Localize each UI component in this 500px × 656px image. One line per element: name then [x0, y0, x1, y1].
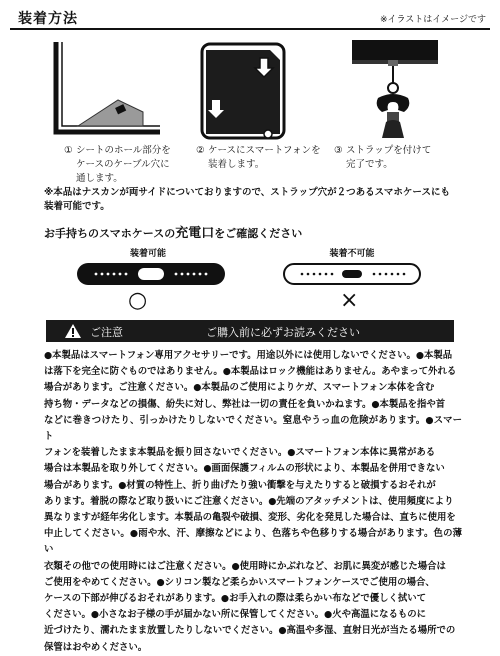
warning-icon	[64, 323, 82, 339]
strap-clip-icon	[338, 40, 448, 140]
caution-line: あります。着脱の際など取り扱いにご注意ください。●先端のアタッチメントは、使用頻度により	[44, 495, 454, 507]
compat-heading: お手持ちのスマホケースの充電口をご確認ください	[44, 226, 303, 241]
ng-symbol: ×	[340, 288, 359, 313]
phone-insert-icon	[198, 40, 308, 140]
caution-bar	[46, 320, 454, 342]
caution-line: ご使用をやめてください。●シリコン製など柔らかいスマートフォンケースでご使用の場合、	[44, 576, 435, 588]
ok-label: 装着可能	[129, 249, 166, 259]
caution-line: 持ち物・データなどの損傷、紛失に対し、弊社は一切の責任を負いかねます。●本製品を指や首	[44, 398, 446, 410]
caution-line: 場合があります。●材質の特性上、折り曲げたり強い衝撃を与えたりすると破損するおそれが	[44, 479, 436, 491]
caution-line: 保管はおやめください。	[44, 641, 148, 653]
step3-caption: ③ ストラップを付けて 完了です。	[334, 145, 432, 170]
caution-line: 場合があります。ご注意ください。●本製品のご使用によりケガ、スマートフォン本体を含む	[44, 382, 435, 394]
caution-line: ください。●小さなお子様の手が届かない所に保管してください。●火や高温になるものに	[44, 609, 426, 621]
caution-line: 異なりますが経年劣化します。本製品の亀裂や破損、変形、劣化を発見した場合は、直ちに使用を	[44, 512, 456, 524]
ok-port-illustration	[76, 262, 226, 286]
caution-title: ご注意	[90, 326, 123, 339]
ok-symbol: ○	[128, 288, 148, 313]
caution-body	[44, 348, 462, 656]
caution-line: ケースの下部が伸びるおそれがあります。●お手入れの際は柔らかい布などで優しく拭いて	[44, 593, 426, 605]
caution-line: 近づけたり、濡れたまま放置したりしないでください。●高温や多湿、直射日光が当たる場所での	[44, 625, 456, 637]
step2-illustration	[198, 40, 308, 140]
step3-illustration	[338, 40, 448, 140]
image-note: ※イラストはイメージです	[379, 15, 486, 25]
compat-note: ※本品はナスカンが両サイドについておりますので、ストラップ穴が２つあるスマホケースにも 装着可能です。	[44, 187, 450, 212]
step1-illustration	[48, 40, 168, 140]
caution-subtitle: ご購入前に必ずお読みください	[206, 326, 360, 339]
caution-line: は落下を完全に防ぐものではありません。●本製品はロック機能はありません。あやまって外れる	[44, 366, 457, 378]
step2-caption: ② ケースにスマートフォンを 装着します。	[196, 145, 321, 170]
ng-label: 装着不可能	[329, 249, 375, 259]
ng-port-illustration	[282, 262, 422, 286]
narrow-charge-port-icon	[282, 262, 422, 286]
caution-line: ●本製品はスマートフォン専用アクセサリーです。用途以外には使用しないでください。●本製品	[44, 350, 453, 361]
wide-charge-port-icon	[76, 262, 226, 286]
caution-line: 場合は本製品を取り外してください。●画面保護フィルムの形状により、本製品を併用できない	[44, 463, 445, 475]
caution-line: 衣類その他での使用時にはご注意ください。●使用時にかぶれなど、お肌に異変が感じた場合は	[44, 560, 446, 572]
page-title: 装着方法	[18, 11, 78, 27]
step1-caption: ① シートのホール部分を ケースのケーブル穴に 通します。	[64, 145, 171, 184]
phone-case-corner-icon	[48, 40, 168, 140]
caution-line: フォンを装着したまま本製品を振り回さないでください。●スマートフォン本体に異常がある	[44, 447, 436, 459]
header-bar	[10, 6, 490, 30]
caution-line: などに巻きつけたり、引っかけたりしないでください。窒息やうっ血の危険があります。●スマート	[44, 414, 462, 443]
caution-line: 中止してください。●雨や水、汗、摩擦などにより、色落ちや色移りする場合があります。色の薄い	[44, 528, 462, 556]
